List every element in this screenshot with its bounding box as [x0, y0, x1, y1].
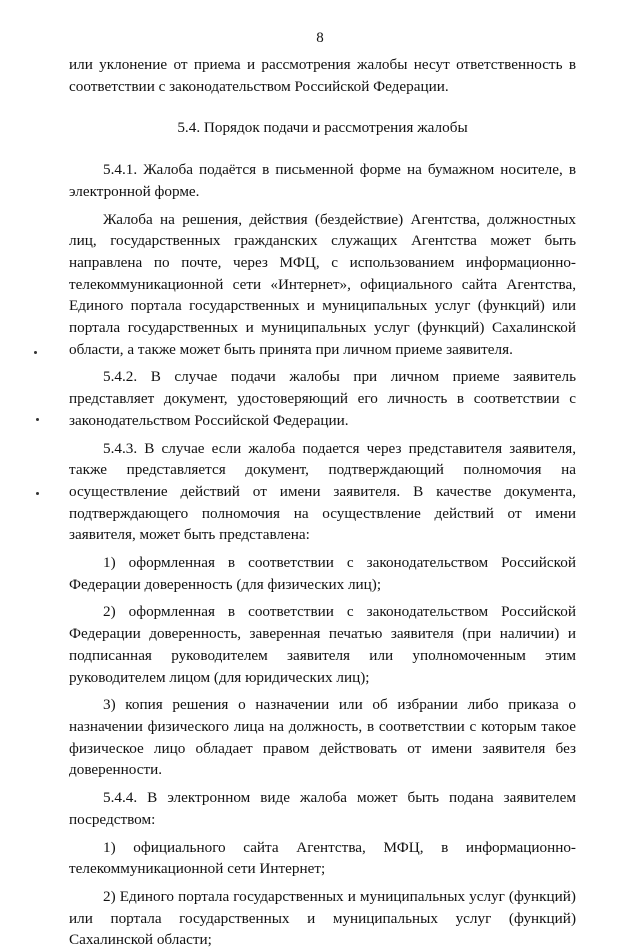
scan-mark	[34, 351, 37, 354]
paragraph: Жалоба на решения, действия (бездействие) Агентства, должностных лиц, государственных гражданских служащих Агентства может быть направлена по почте, через МФЦ, с использованием информационно-телекоммуникационной сети «Интернет», официального сайта Агентства, Единого портала государственных и муниципальных услуг (функций) или портала государственных и муниципальных услуг (функций) Сахалинской области, а также может быть принята при личном приеме заявителя.	[69, 210, 576, 358]
section-title: 5.4. Порядок подачи и рассмотрения жалобы	[177, 119, 468, 137]
list-item: 2) Единого портала государственных и муниципальных услуг (функций) или портала государственных и муниципальных услуг (функций) Сахалинской области;	[69, 887, 576, 949]
intro-paragraph: или уклонение от приема и рассмотрения жалобы несут ответственность в соответствии с законодательством Российской Федерации.	[69, 56, 576, 95]
paragraph: 5.4.3. В случае если жалоба подается через представителя заявителя, также представляется документ, подтверждающий полномочия на осуществление действий от имени заявителя. В качестве документа, подтверждающего полномочия на осуществление действий от имени заявителя, может быть представлена:	[69, 439, 576, 544]
list-item: 1) официального сайта Агентства, МФЦ, в информационно-телекоммуникационной сети Интернет;	[69, 838, 576, 878]
scan-mark	[36, 418, 39, 421]
paragraph: 5.4.1. Жалоба подаётся в письменной форме на бумажном носителе, в электронной форме.	[69, 161, 576, 200]
paragraph: 5.4.4. В электронном виде жалоба может быть подана заявителем посредством:	[69, 789, 576, 828]
page-number: 8	[316, 30, 324, 46]
list-item: 3) копия решения о назначении или об избрании либо приказа о назначении физического лица на должность, в соответствии с которым такое физическое лицо обладает правом действовать от имени заявителя без доверенности.	[69, 696, 576, 779]
list-item: 2) оформленная в соответствии с законодательством Российской Федерации доверенность, заверенная печатью заявителя (при наличии) и подписанная руководителем заявителя или уполномоченным этим руководителем лицом (для юридических лиц);	[69, 603, 576, 686]
paragraph: 5.4.2. В случае подачи жалобы при личном приеме заявитель представляет документ, удостоверяющий его личность в соответствии с законодательством Российской Федерации.	[69, 368, 576, 429]
document-body	[69, 54, 576, 951]
list-item: 1) оформленная в соответствии с законодательством Российской Федерации доверенность (для физических лиц);	[69, 554, 576, 593]
scan-mark	[36, 492, 39, 495]
